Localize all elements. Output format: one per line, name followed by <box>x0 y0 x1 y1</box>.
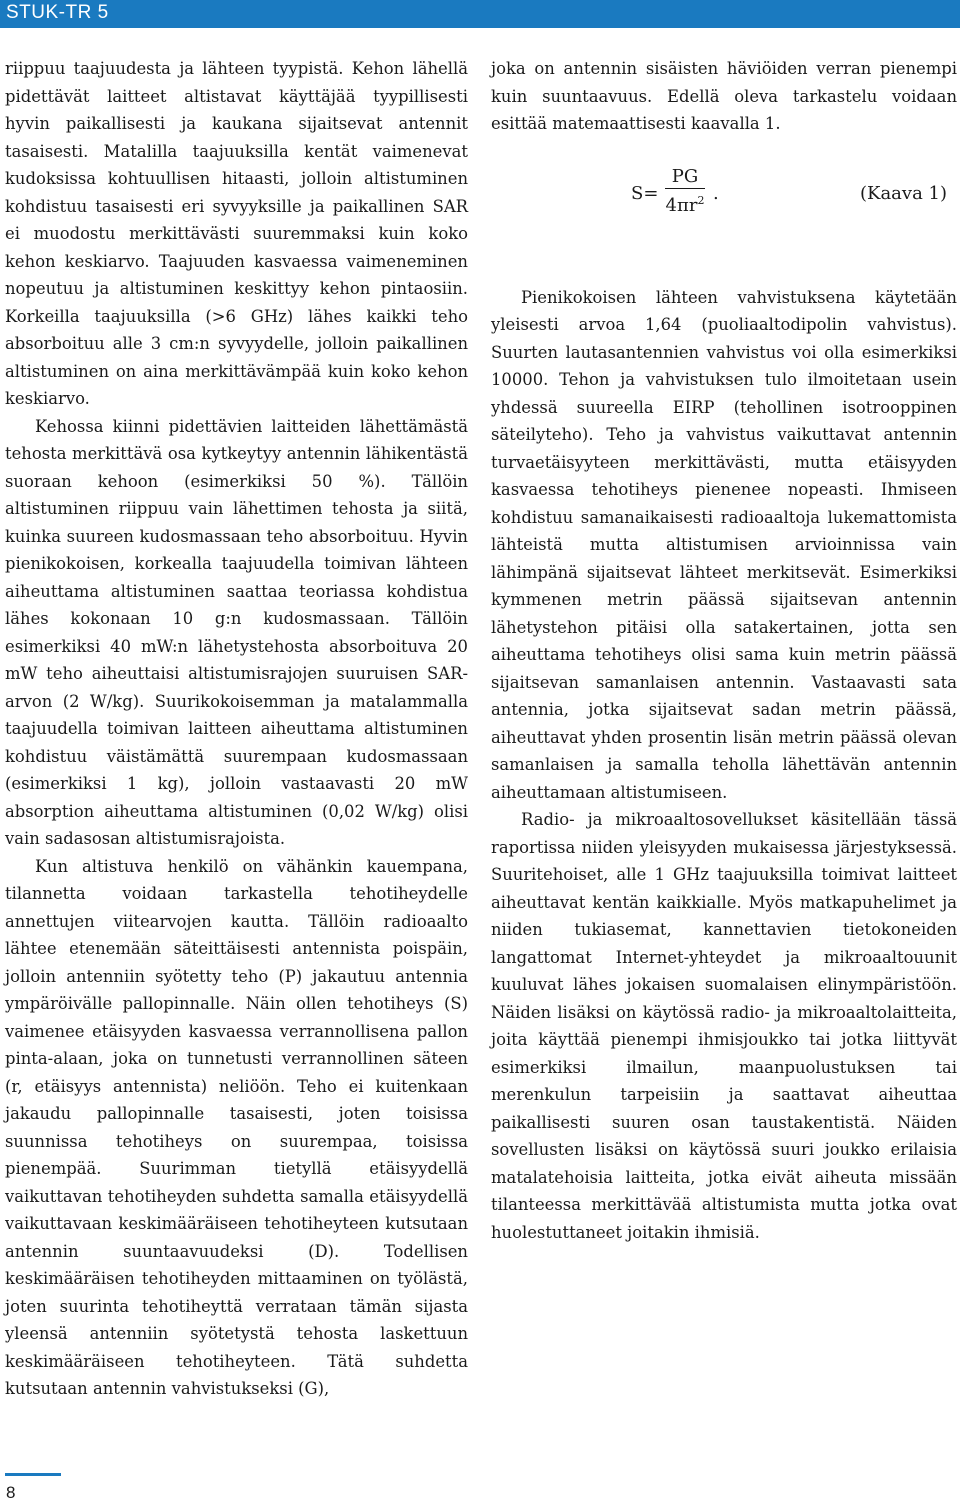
formula-fraction <box>663 166 707 218</box>
formula-label: (Kaava 1) <box>859 182 947 204</box>
formula-lhs: S= <box>631 182 659 204</box>
formula-denominator: $4\pi r^2$ <box>665 193 705 216</box>
formula-1 <box>491 166 957 248</box>
body-paragraph: Pienikokoisen lähteen vahvistuksena käytetään yleisesti arvoa 1,64 (puoliaaltodipolin vahvistus). Suurten lautasantennien vahvistus voi olla esimerkiksi 10000. Tehon ja vahvistuksen tulo ilmoitetaan usein yhdessä suureella EIRP (tehollinen isotrooppinen säteilyteho). Teho ja vahvistus vaikuttavat antennin turvaetäisyyteen merkittävästi, mutta etäisyyden kasvaessa tehotiheys pienenee nopeasti. Ihmiseen kohdistuu samanaikaisesti radioaaltoja lukemattomista lähteistä mutta altistumisen arvioinnissa vain lähimpänä sijaitsevat lähteet merkitsevät. Esimerkiksi kymmenen metrin päässä sijaitsevan antennin lähetystehon pitäisi olla satakertainen, jotta sen aiheuttama tehotiheys olisi sama kuin metrin päässä sijaitsevan samanlaisen antennin. Vastaavasti sata antennia, jotka sijaitsevat sadan metrin päässä, aiheuttavat yhden prosentin lisän metrin päässä olevan samanlaisen ja samalla teholla lähettävän antennin aiheuttamaan altistumiseen. <box>491 287 957 802</box>
right-column <box>491 55 957 1246</box>
header-bar <box>0 0 960 28</box>
left-column <box>5 55 468 1403</box>
body-paragraph: riippuu taajuudesta ja lähteen tyypistä. Kehon lähellä pidettävät laitteet altistavat käyttäjää tyypillisesti hyvin paikallisesti ja kaukana sijaitsevat antennit tasaisesti. Matalilla taajuuksilla kentät vaimenevat kudoksissa kohtuullisen hitaasti, jolloin altistuminen kohdistuu tasaisesti eri syvyyksille ja paikallinen SAR ei muodostu merkittävästi suuremmaksi kuin koko kehon keskiarvo. Taajuuden kasvaessa vaimeneminen nopeutuu ja altistuminen keskittyy kehon pintaosiin. Korkeilla taajuuksilla (>6 GHz) lähes kaikki teho absorboituu alle 3 cm:n syvyydelle, jolloin paikallinen altistuminen on aina merkittävämpää kuin koko kehon keskiarvo. <box>5 59 468 408</box>
formula-numerator: PG <box>671 165 699 187</box>
formula-period: . <box>713 182 719 204</box>
page-number: 8 <box>6 1483 16 1502</box>
body-paragraph: Kehossa kiinni pidettävien laitteiden lähettämästä tehosta merkittävä osa kytkeytyy antennin lähikentästä suoraan kehoon (esimerkiksi 50 %). Tällöin altistuminen riippuu vain lähettimen tehosta ja siitä, kuinka suureen kudosmassaan teho absorboituu. Hyvin pienikokoisen, korkealla taajuudella toimivan lähteen aiheuttama altistuminen saattaa teoriassa kohdistua lähes kokonaan 10 g:n kudosmassaan. Tällöin esimerkiksi 40 mW:n lähetystehosta absorboituva 20 mW teho aiheuttaisi altistumisrajojen suuruisen SAR-arvon (2 W/kg). Suurikokoisemman ja matalammalla taajuudella toimivan laitteen aiheuttama altistuminen kohdistuu väistämättä suurempaan kudosmassaan (esimerkiksi 1 kg), jolloin vastaavasti 20 mW absorption aiheuttama altistuminen (0,02 W/kg) olisi vain sadasosan altistumisrajoista. <box>5 416 468 848</box>
formula-exponent: 2 <box>697 193 705 207</box>
body-paragraph: Radio- ja mikroaaltosovellukset käsitellään tässä raportissa niiden yleisyyden mukaisessa järjestyksessä. Suuritehoiset, alle 1 GHz taajuuksilla toimivat laitteet aiheuttavat kentän kaikkialle. Myös matkapuhelimet ja niiden tukiasemat, kannettavien tietokoneiden langattomat Internet-yhteydet ja mikroaaltouunit kuuluvat lähes jokaisen suomalaisen elinympäristöön. Näiden lisäksi on käytössä radio- ja mikroaaltolaitteita, joita käyttää pienempi ihmisjoukko tai jotka liittyvät esimerkiksi ilmailun, maanpuolustuksen tai merenkulun tarpeisiin ja saattavat aiheuttaa paikallisesti suuren osan taustakentistä. Näiden sovellusten lisäksi on käytössä suuri joukko erilaisia matalatehoisia laitteita, jotka eivät aiheuta missään tilanteessa merkittävää altistumista mutta jotka ovat huolestuttaneet joitakin ihmisiä. <box>491 810 957 1242</box>
footer-rule <box>5 1473 61 1476</box>
report-series-title: STUK-TR 5 <box>6 2 109 23</box>
body-paragraph: joka on antennin sisäisten häviöiden verran pienempi kuin suuntaavuus. Edellä oleva tarkastelu voidaan esittää matemaattisesti kaavalla 1. <box>491 59 957 133</box>
body-paragraph: Kun altistuva henkilö on vähänkin kauempana, tilannetta voidaan tarkastella tehotiheydelle annettujen viitearvojen kautta. Tällöin radioaalto lähtee etenemään säteittäisesti antennista poispäin, jolloin antenniin syötetty teho (P) jakautuu antennia ympäröivälle pallopinnalle. Näin ollen tehotiheys (S) vaimenee etäisyyden kasvaessa verrannollisena pallon pinta-alaan, joka on tunnetusti verrannollinen säteen (r, etäisyys antennista) neliöön. Teho ei kuitenkaan jakaudu pallopinnalle tasaisesti, joten toisissa suunnissa tehotiheys on suurempaa, toisissa pienempää. Suurimman tietyllä etäisyydellä vaikuttavan tehotiheyden suhdetta samalla etäisyydellä vaikuttavaan keskimääräiseen tehotiheyteen kutsutaan antennin suuntaavuudeksi (D). Todellisen keskimääräisen tehotiheyden mittaaminen on työlästä, joten suurinta tehotiheyttä verrataan tämän sijasta yleensä antenniin syötetystä tehosta laskettuun keskimääräiseen tehotiheyteen. Tätä suhdetta kutsutaan antennin vahvistukseksi (G), <box>5 856 468 1398</box>
